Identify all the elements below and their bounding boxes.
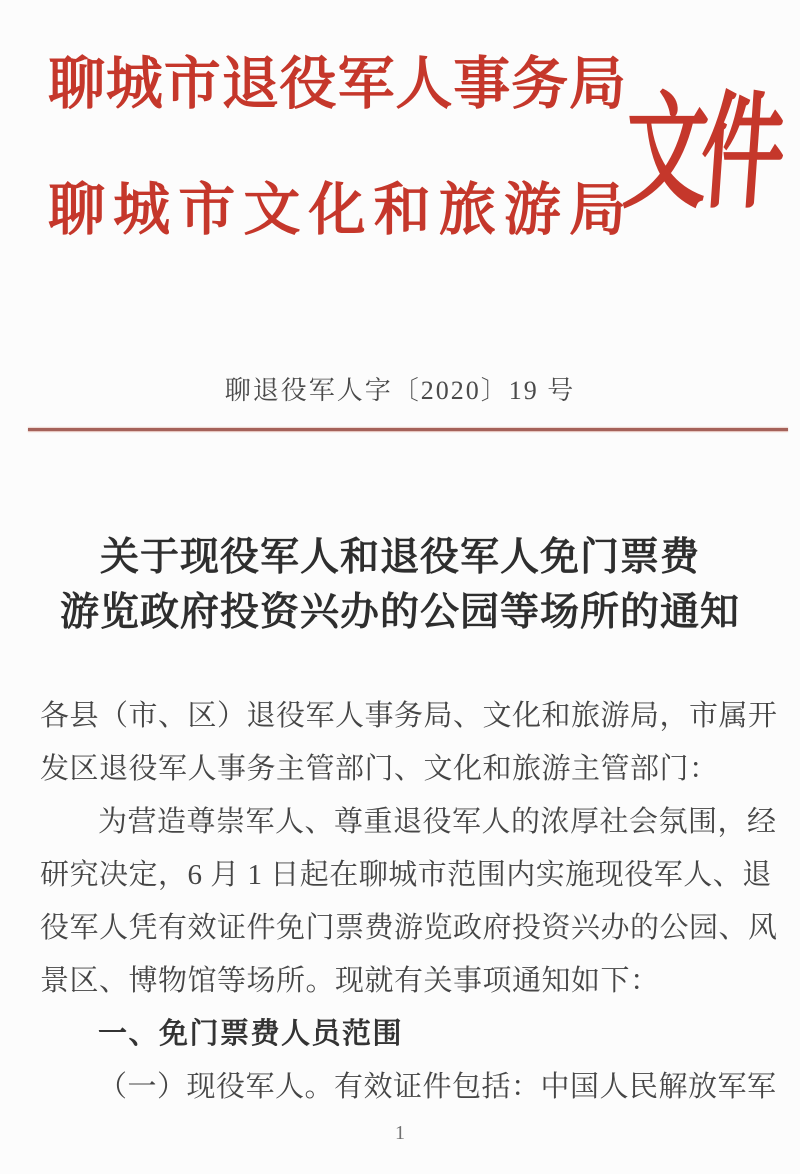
body-line-item-1: （一）现役军人。有效证件包括：中国人民解放军军 [98,1071,777,1103]
red-divider-line [28,428,788,431]
page-number: 1 [395,1122,405,1144]
document-mark-wenjian: 文件 [619,85,783,224]
document-title [0,530,800,640]
title-line-1: 关于现役军人和退役军人免门票费 [99,536,700,579]
agency-name-line2: 聊城市文化和旅游局 [48,179,626,242]
document-body [40,690,778,1114]
letterhead [48,50,626,246]
body-line-paragraph-2: 研究决定，6 月 1 日起在聊城市范围内实施现役军人、退 [40,859,772,891]
body-line-salutation-1: 各县（市、区）退役军人事务局、文化和旅游局，市属开 [40,700,778,732]
agency-name-line1: 聊城市退役军人事务局 [48,53,626,116]
body-section-heading-1: 一、免门票费人员范围 [98,1018,404,1050]
body-line-paragraph-3: 役军人凭有效证件免门票费游览政府投资兴办的公园、风 [40,912,778,944]
body-line-paragraph-1: 为营造尊崇军人、尊重退役军人的浓厚社会氛围，经 [98,806,777,838]
body-line-paragraph-4: 景区、博物馆等场所。现就有关事项通知如下： [40,965,660,997]
title-line-2: 游览政府投资兴办的公园等场所的通知 [59,591,740,634]
body-line-salutation-2: 发区退役军人事务主管部门、文化和旅游主管部门： [40,753,719,785]
reference-number: 聊退役军人字〔2020〕19 号 [224,376,576,405]
